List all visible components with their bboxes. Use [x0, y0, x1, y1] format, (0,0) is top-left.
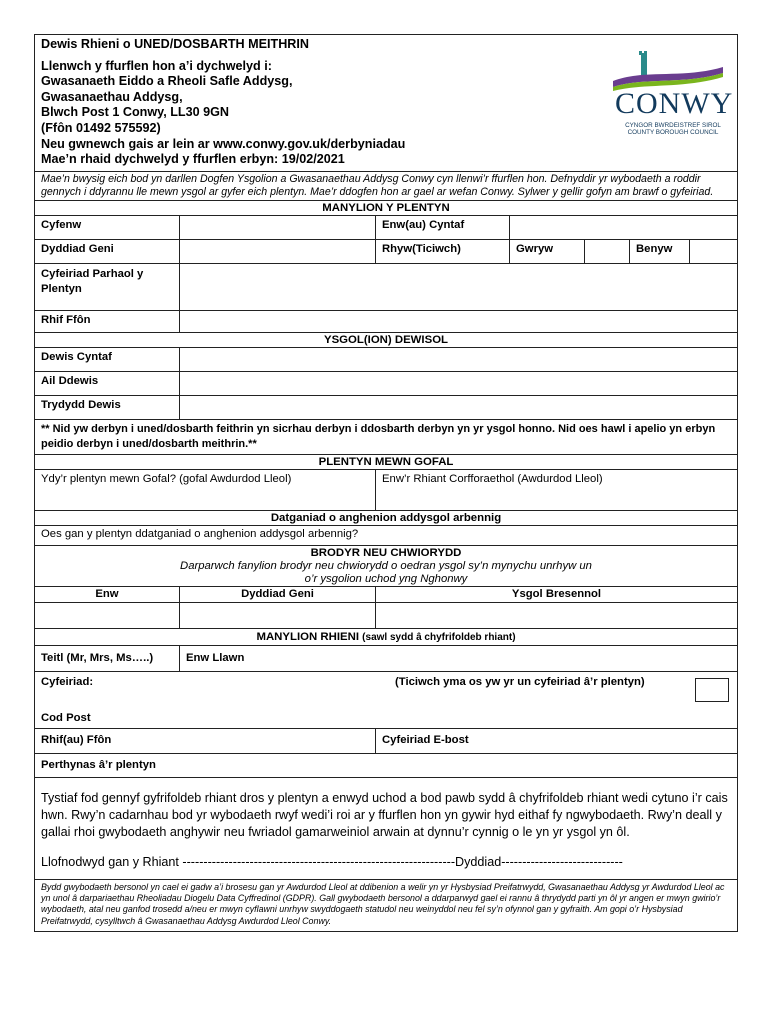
siblings-header-row [35, 587, 737, 603]
female-checkbox[interactable] [690, 240, 737, 263]
sibling-school-field[interactable] [376, 603, 737, 628]
second-choice-row [35, 372, 737, 396]
admission-note: ** Nid yw derbyn i uned/dosbarth feithrin yn sicrhau derbyn i ddosbarth derbyn yn yr ysgol honno. Nid oes hawl i apelio yn erbyn peidio derbyn i uned/dosbarth meithrin.** [35, 420, 737, 455]
child-phone-field[interactable] [180, 311, 737, 332]
form-header [35, 35, 737, 172]
logo-subtitle [615, 122, 731, 136]
return-line: (Ffôn 01492 575592) [41, 120, 161, 135]
child-phone-label: Rhif Ffôn [35, 311, 180, 332]
admission-form [34, 34, 738, 932]
section-sen-statement: Datganiad o anghenion addysgol arbennig [35, 511, 737, 526]
second-choice-label: Ail Ddewis [35, 372, 180, 395]
child-dob-row [35, 240, 737, 264]
surname-label: Cyfenw [35, 216, 180, 239]
parent-section-title: MANYLION RHIENI [256, 631, 359, 643]
third-choice-row [35, 396, 737, 420]
relationship-row [35, 754, 737, 778]
male-label: Gwryw [510, 240, 585, 263]
section-child-details: MANYLION Y PLENTYN [35, 201, 737, 216]
relationship-label[interactable]: Perthynas â’r plentyn [41, 759, 156, 771]
parent-phones-label[interactable]: Rhif(au) Ffôn [35, 729, 376, 753]
return-line: Gwasanaethau Addysg, [41, 89, 183, 104]
same-address-label: (Ticiwch yma os yw yr un cyfeiriad â’r plentyn) [395, 676, 645, 688]
section-preferred-schools: YSGOL(ION) DEWISOL [35, 333, 737, 348]
child-address-label: Cyfeiriad Parhaol y Plentyn [35, 264, 180, 310]
return-line: Gwasanaeth Eiddo a Rheoli Safle Addysg, [41, 74, 293, 89]
declaration-text: Tystiaf fod gennyf gyfrifoldeb rhiant dros y plentyn a enwyd uchod a bod pawb sydd â chyfrifoldeb rhiant wedi cytuno i’r cais hwn. Rwy’n cadarnhau bod yr wybodaeth rwyf wedi’i roi ar y ffurflen hon yn gywir hyd eithaf fy ngwybodaeth. Rwy’n deall y gallai rhoi gwybodaeth anghywir neu fwriadol gamarweiniol arwain at dynnu’r cynnig o le yn yr ysgol yn ôl. [41, 791, 728, 839]
gdpr-notice: Bydd gwybodaeth bersonol yn cael ei gadw a’i brosesu gan yr Awdurdod Lleol at ddibenion a welir yn yr Hysbysiad Preifatrwydd, Gwasanaethau Addysg yr Awdurdod Lleol ac yn unol â darpariaethau Rheoliadau Diogelu Data Cyffredinol (GDPR). Gall gwybodaeth bersonol a ddarparwyd gael ei rannu â thrydydd parti yn ôl yr angen er mwyn gwirio’r wybodaeth, atal neu ganfod trosedd a/neu er mwyn cyflawni unrhyw swyddogaeth statudol neu weinyddol neu fel sy’n ofynnol gan y gyfraith. Am gopi o’r Hysbysiad Preifatrwydd, cysylltwch â Gwasanaethau Addysg Awdurdod Lleol Conwy. [41, 882, 725, 926]
parent-title-label[interactable]: Teitl (Mr, Mrs, Ms…..) [35, 646, 180, 671]
first-names-label: Enw(au) Cyntaf [376, 216, 510, 239]
section-siblings: BRODYR NEU CHWIORYDD [310, 547, 462, 559]
sibling-entry-row [35, 603, 737, 629]
sibling-dob-field[interactable] [180, 603, 376, 628]
surname-field[interactable] [180, 216, 376, 239]
sibling-dob-header: Dyddiad Geni [180, 587, 376, 602]
logo-subtitle-english: COUNTY BOROUGH COUNCIL [627, 129, 719, 136]
dob-label: Dyddiad Geni [35, 240, 180, 263]
child-address-field[interactable] [180, 264, 737, 310]
parent-full-name-label[interactable]: Enw Llawn [186, 652, 245, 664]
parent-section-subtitle: (sawl sydd â chyfrifoldeb rhiant) [362, 632, 516, 643]
return-line: Llenwch y ffurflen hon a’i dychwelyd i: [41, 58, 272, 73]
return-line: Neu gwnewch gais ar lein ar www.conwy.gov.uk/derbyniadau [41, 136, 406, 151]
first-choice-row [35, 348, 737, 372]
child-name-row [35, 216, 737, 240]
siblings-instruction-2: o’r ysgolion uchod yng Nghonwy [304, 573, 468, 585]
third-choice-field[interactable] [180, 396, 737, 419]
first-names-field[interactable] [510, 216, 737, 239]
parent-address-block [35, 672, 737, 729]
sibling-name-field[interactable] [35, 603, 180, 628]
form-title: Dewis Rhieni o UNED/DOSBARTH MEITHRIN [41, 37, 309, 51]
male-checkbox[interactable] [585, 240, 630, 263]
return-line: Blwch Post 1 Conwy, LL30 9GN [41, 105, 230, 120]
first-choice-label: Dewis Cyntaf [35, 348, 180, 371]
sex-label: Rhyw(Ticiwch) [376, 240, 510, 263]
parent-email-label[interactable]: Cyfeiriad E-bost [382, 734, 469, 746]
dob-field[interactable] [180, 240, 376, 263]
parent-contact-row [35, 729, 737, 754]
child-phone-row [35, 311, 737, 333]
parent-address-label: Cyfeiriad: [41, 676, 94, 688]
second-choice-field[interactable] [180, 372, 737, 395]
first-choice-field[interactable] [180, 348, 737, 371]
return-line: Mae’n rhaid dychwelyd y ffurflen erbyn: 19/02/2021 [41, 152, 345, 167]
section-looked-after-child: PLENTYN MEWN GOFAL [35, 455, 737, 470]
siblings-instruction-1: Darparwch fanylion brodyr neu chwiorydd o oedran ysgol sy’n mynychu unrhyw un [180, 560, 592, 572]
siblings-section-header [35, 546, 737, 587]
same-address-checkbox[interactable] [695, 678, 729, 702]
care-row [35, 470, 737, 511]
child-address-row [35, 264, 737, 311]
female-label: Benyw [630, 240, 690, 263]
conwy-logo [603, 51, 734, 136]
logo-subtitle-welsh: CYNGOR BWRDEISTREF SIROL [625, 122, 721, 129]
third-choice-label: Trydydd Dewis [35, 396, 180, 419]
sibling-school-header: Ysgol Bresennol [511, 588, 602, 600]
postcode-label: Cod Post [41, 712, 91, 724]
intro-text: Mae’n bwysig eich bod yn darllen Dogfen Ysgolion a Gwasanaethau Addysg Conwy cyn llenwi’r ffurflen hon. Defnyddir yr wybodaeth a roddir gennych i ddyrannu lle mewn ysgol ar gyfer eich plentyn. Mae’r ddogfen hon ar gael ar wefan Conwy. Sylwer y gellir gofyn am brawf o gyfeiriad. [35, 172, 737, 201]
section-parent-details [35, 629, 737, 646]
conwy-castle-icon [603, 51, 731, 91]
sibling-name-header: Enw [35, 587, 180, 602]
logo-word: CONWY [615, 87, 734, 120]
parent-name-row [35, 646, 737, 672]
corporate-parent-field[interactable]: Enw’r Rhiant Corfforaethol (Awdurdod Lleol) [382, 473, 603, 485]
signature-line[interactable]: Llofnodwyd gan y Rhiant -----------------------------------------------------------------Dyddiad----------------------------- [35, 847, 737, 880]
in-care-question[interactable]: Ydy’r plentyn mewn Gofal? (gofal Awdurdod Lleol) [35, 470, 376, 510]
sen-question[interactable]: Oes gan y plentyn ddatganiad o anghenion addysgol arbennig? [35, 526, 737, 546]
